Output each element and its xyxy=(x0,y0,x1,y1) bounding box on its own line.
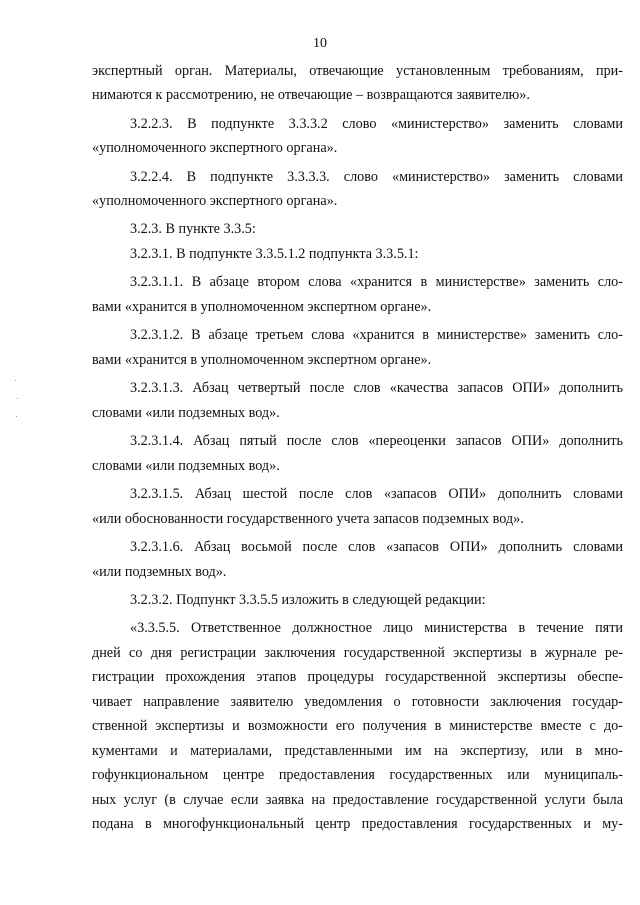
text-line: «уполномоченного экспертного органа». xyxy=(92,140,338,156)
text-line: гофункциональном центре предоставления государственных или муниципаль- xyxy=(92,767,623,783)
text-line: вами «хранится в уполномоченном экспертном органе». xyxy=(92,352,432,368)
text-line: нимаются к рассмотрению, не отвечающие – возвращаются заявителю». xyxy=(92,87,530,103)
text-line: дней со дня регистрации заключения государственной экспертизы в журнале ре- xyxy=(92,645,623,661)
text-line: ных услуг (в случае если заявка на предоставление государственной услуги была xyxy=(92,792,623,808)
text-line: экспертный орган. Материалы, отвечающие установленным требованиям, при- xyxy=(92,63,623,79)
text-line: «3.3.5.5. Ответственное должностное лицо министерства в течение пяти xyxy=(130,620,623,636)
text-line: 3.2.2.3. В подпункте 3.3.3.2 слово «министерство» заменить словами xyxy=(130,116,623,132)
text-line: 3.2.3. В пункте 3.3.5: xyxy=(130,221,256,237)
text-line: «или подземных вод». xyxy=(92,564,227,580)
text-line: 3.2.3.1.2. В абзаце третьем слова «хранится в министерстве» заменить сло- xyxy=(130,327,623,343)
text-line: кументами и материалами, представленными им на экспертизу, или в мно- xyxy=(92,743,623,759)
text-line: 3.2.3.1.5. Абзац шестой после слов «запасов ОПИ» дополнить словами xyxy=(130,486,623,502)
text-line: словами «или подземных вод». xyxy=(92,405,280,421)
text-line: 3.2.3.1.6. Абзац восьмой после слов «запасов ОПИ» дополнить словами xyxy=(130,539,623,555)
text-line: 3.2.3.1.3. Абзац четвертый после слов «качества запасов ОПИ» дополнить xyxy=(130,380,623,396)
scan-speck xyxy=(16,416,17,417)
text-line: «или обоснованности государственного учета запасов подземных вод». xyxy=(92,511,524,527)
text-line: 3.2.3.1. В подпункте 3.3.5.1.2 подпункта 3.3.5.1: xyxy=(130,246,419,262)
text-line: 3.2.2.4. В подпункте 3.3.3.3. слово «министерство» заменить словами xyxy=(130,169,623,185)
text-line: вами «хранится в уполномоченном экспертном органе». xyxy=(92,299,432,315)
text-line: 3.2.3.2. Подпункт 3.3.5.5 изложить в следующей редакции: xyxy=(130,592,486,608)
text-line: 3.2.3.1.4. Абзац пятый после слов «переоценки запасов ОПИ» дополнить xyxy=(130,433,623,449)
text-line: подана в многофункциональный центр предоставления государственных и му- xyxy=(92,816,623,832)
scan-speck xyxy=(17,398,18,399)
text-line: ственной экспертизы и возможности его получения в министерстве вместе с до- xyxy=(92,718,623,734)
page-number: 10 xyxy=(313,36,327,51)
text-line: 3.2.3.1.1. В абзаце втором слова «хранится в министерстве» заменить сло- xyxy=(130,274,623,290)
text-line: гистрации прохождения этапов процедуры государственной экспертизы обеспе- xyxy=(92,669,623,685)
text-line: чивает направление заявителю уведомления о готовности заключения государ- xyxy=(92,694,623,710)
scan-speck xyxy=(15,380,16,381)
text-line: «уполномоченного экспертного органа». xyxy=(92,193,338,209)
text-line: словами «или подземных вод». xyxy=(92,458,280,474)
